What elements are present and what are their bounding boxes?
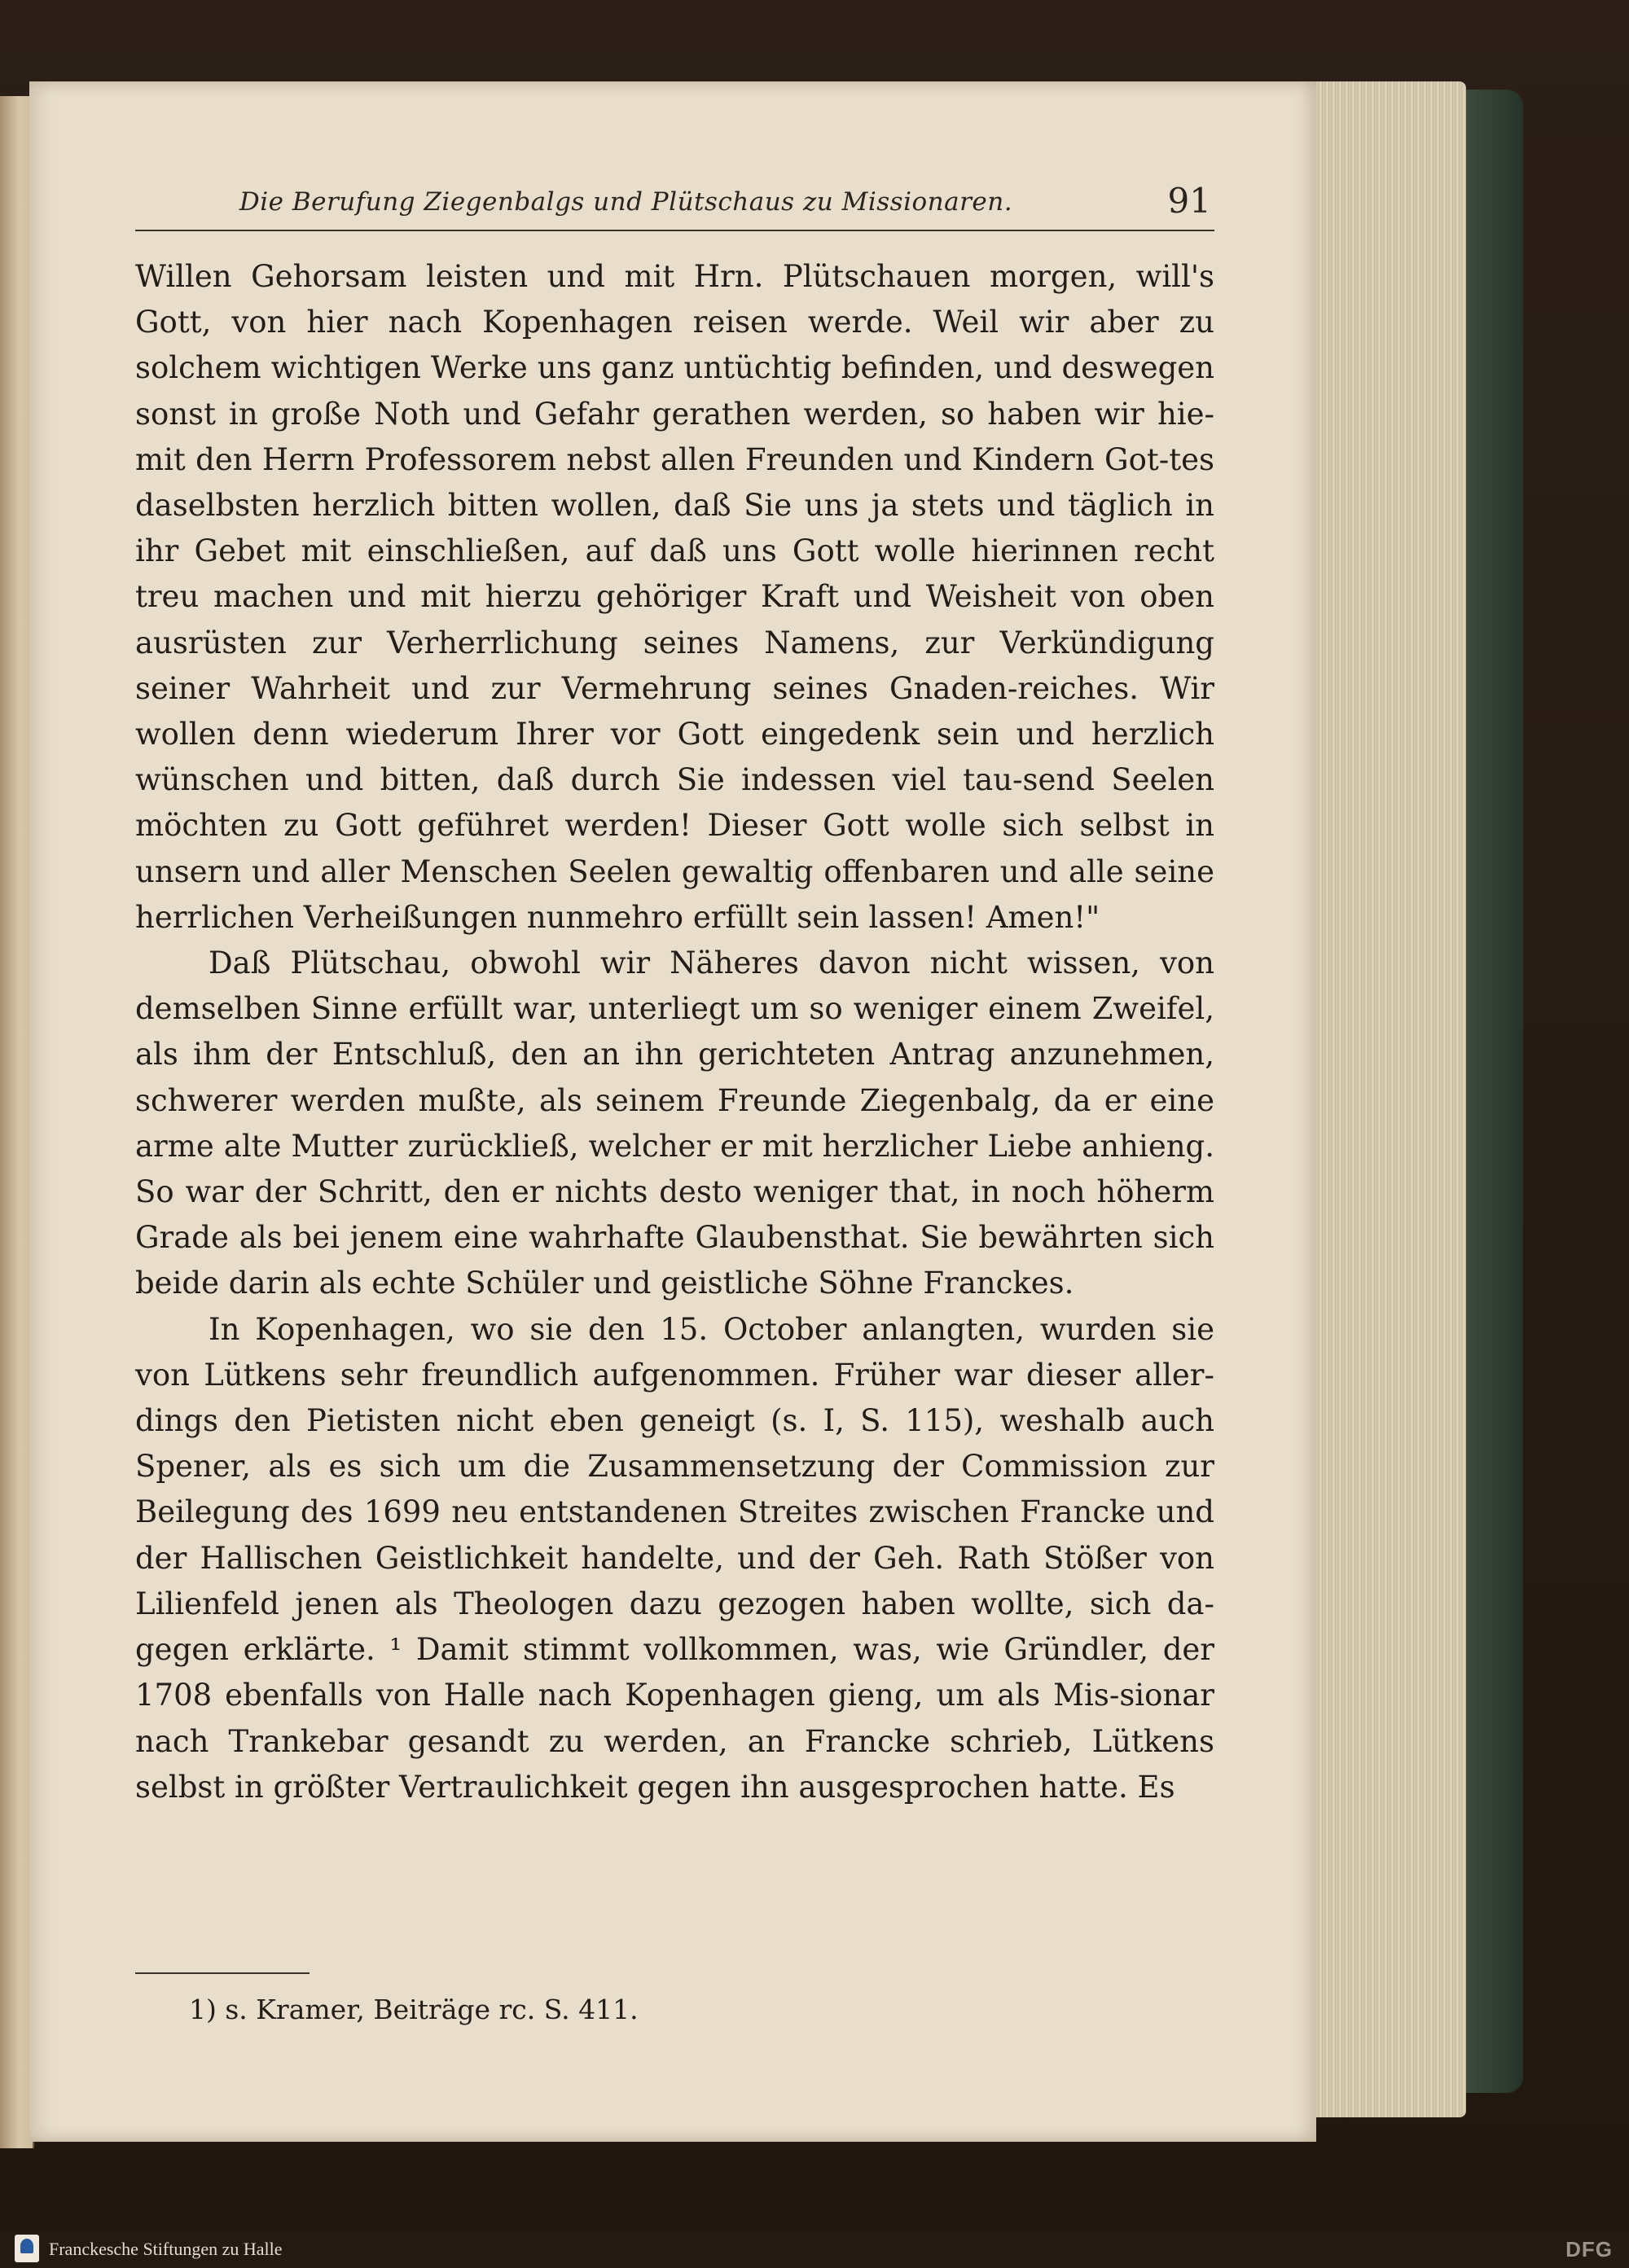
book-page	[29, 81, 1316, 2142]
paragraph: Willen Gehorsam leisten und mit Hrn. Plütschauen morgen, will's Gott, von hier nach Kopenhagen reisen werde. Weil wir aber zu solchem wichtigen Werke uns ganz untüchtig befinden, und deswegen sonst in große Noth und Gefahr gerathen werden, so haben wir hie-mit den Herrn Professorem nebst allen Freunden und Kindern Got-tes daselbsten herzlich bitten wollen, daß Sie uns ja stets und täglich in ihr Gebet mit einschließen, auf daß uns Gott wolle hierinnen recht treu machen und mit hierzu gehöriger Kraft und Weisheit von oben ausrüsten zur Verherrlichung seines Namens, zur Verkündigung seiner Wahrheit und zur Vermehrung seines Gnaden-reiches. Wir wollen denn wiederum Ihrer vor Gott eingedenk sein und herzlich wünschen und bitten, daß durch Sie indessen viel tau-send Seelen möchten zu Gott geführet werden! Dieser Gott wolle sich selbst in unsern und aller Menschen Seelen gewaltig offenbaren und alle seine herrlichen Verheißungen nunmehro erfüllt sein lassen! Amen!"	[135, 259, 1214, 935]
running-title: Die Berufung Ziegenbalgs und Plütschaus zu Missionaren.	[239, 187, 1013, 217]
page-body	[135, 254, 1214, 1810]
paragraph: In Kopenhagen, wo sie den 15. October anlangten, wurden sie von Lütkens sehr freundlich aufgenommen. Früher war dieser aller-dings den Pietisten nicht eben geneigt (s. I, S. 115), weshalb auch Spener, als es sich um die Zusammensetzung der Commission zur Beilegung des 1699 neu entstandenen Streites zwischen Francke und der Hallischen Geistlichkeit handelte, und der Geh. Rath Stößer von Lilienfeld jenen als Theologen dazu gezogen haben wollte, sich da-gegen erklärte. ¹ Damit stimmt vollkommen, was, wie Gründler, der 1708 ebenfalls von Halle nach Kopenhagen gieng, um als Mis-sionar nach Trankebar gesandt zu werden, an Francke schrieb, Lütkens selbst in größter Vertraulichkeit gegen ihn ausgesprochen hatte. Es	[135, 1311, 1214, 1805]
dfg-logo: DFG	[1565, 2237, 1613, 2261]
running-head	[135, 181, 1214, 231]
paragraph: Daß Plütschau, obwohl wir Näheres davon nicht wissen, von demselben Sinne erfüllt war, unterliegt um so weniger einem Zweifel, als ihm der Entschluß, den an ihn gerichteten Antrag anzunehmen, schwerer werden mußte, als seinem Freunde Ziegenbalg, da er eine arme alte Mutter zurückließ, welcher er mit herzlicher Liebe anhieng. So war der Schritt, den er nichts desto weniger that, in noch höherm Grade als bei jenem eine wahrhafte Glaubensthat. Sie bewährten sich beide darin als echte Schüler und geistliche Söhne Franckes.	[135, 945, 1214, 1301]
footnote-rule	[135, 1972, 310, 1974]
institution-logo-icon	[15, 2235, 39, 2262]
page-edges	[1303, 81, 1466, 2117]
footnote: 1) s. Kramer, Beiträge rc. S. 411.	[189, 1994, 639, 2025]
page-number: 91	[1167, 181, 1211, 221]
institution-name: Franckesche Stiftungen zu Halle	[49, 2239, 283, 2259]
